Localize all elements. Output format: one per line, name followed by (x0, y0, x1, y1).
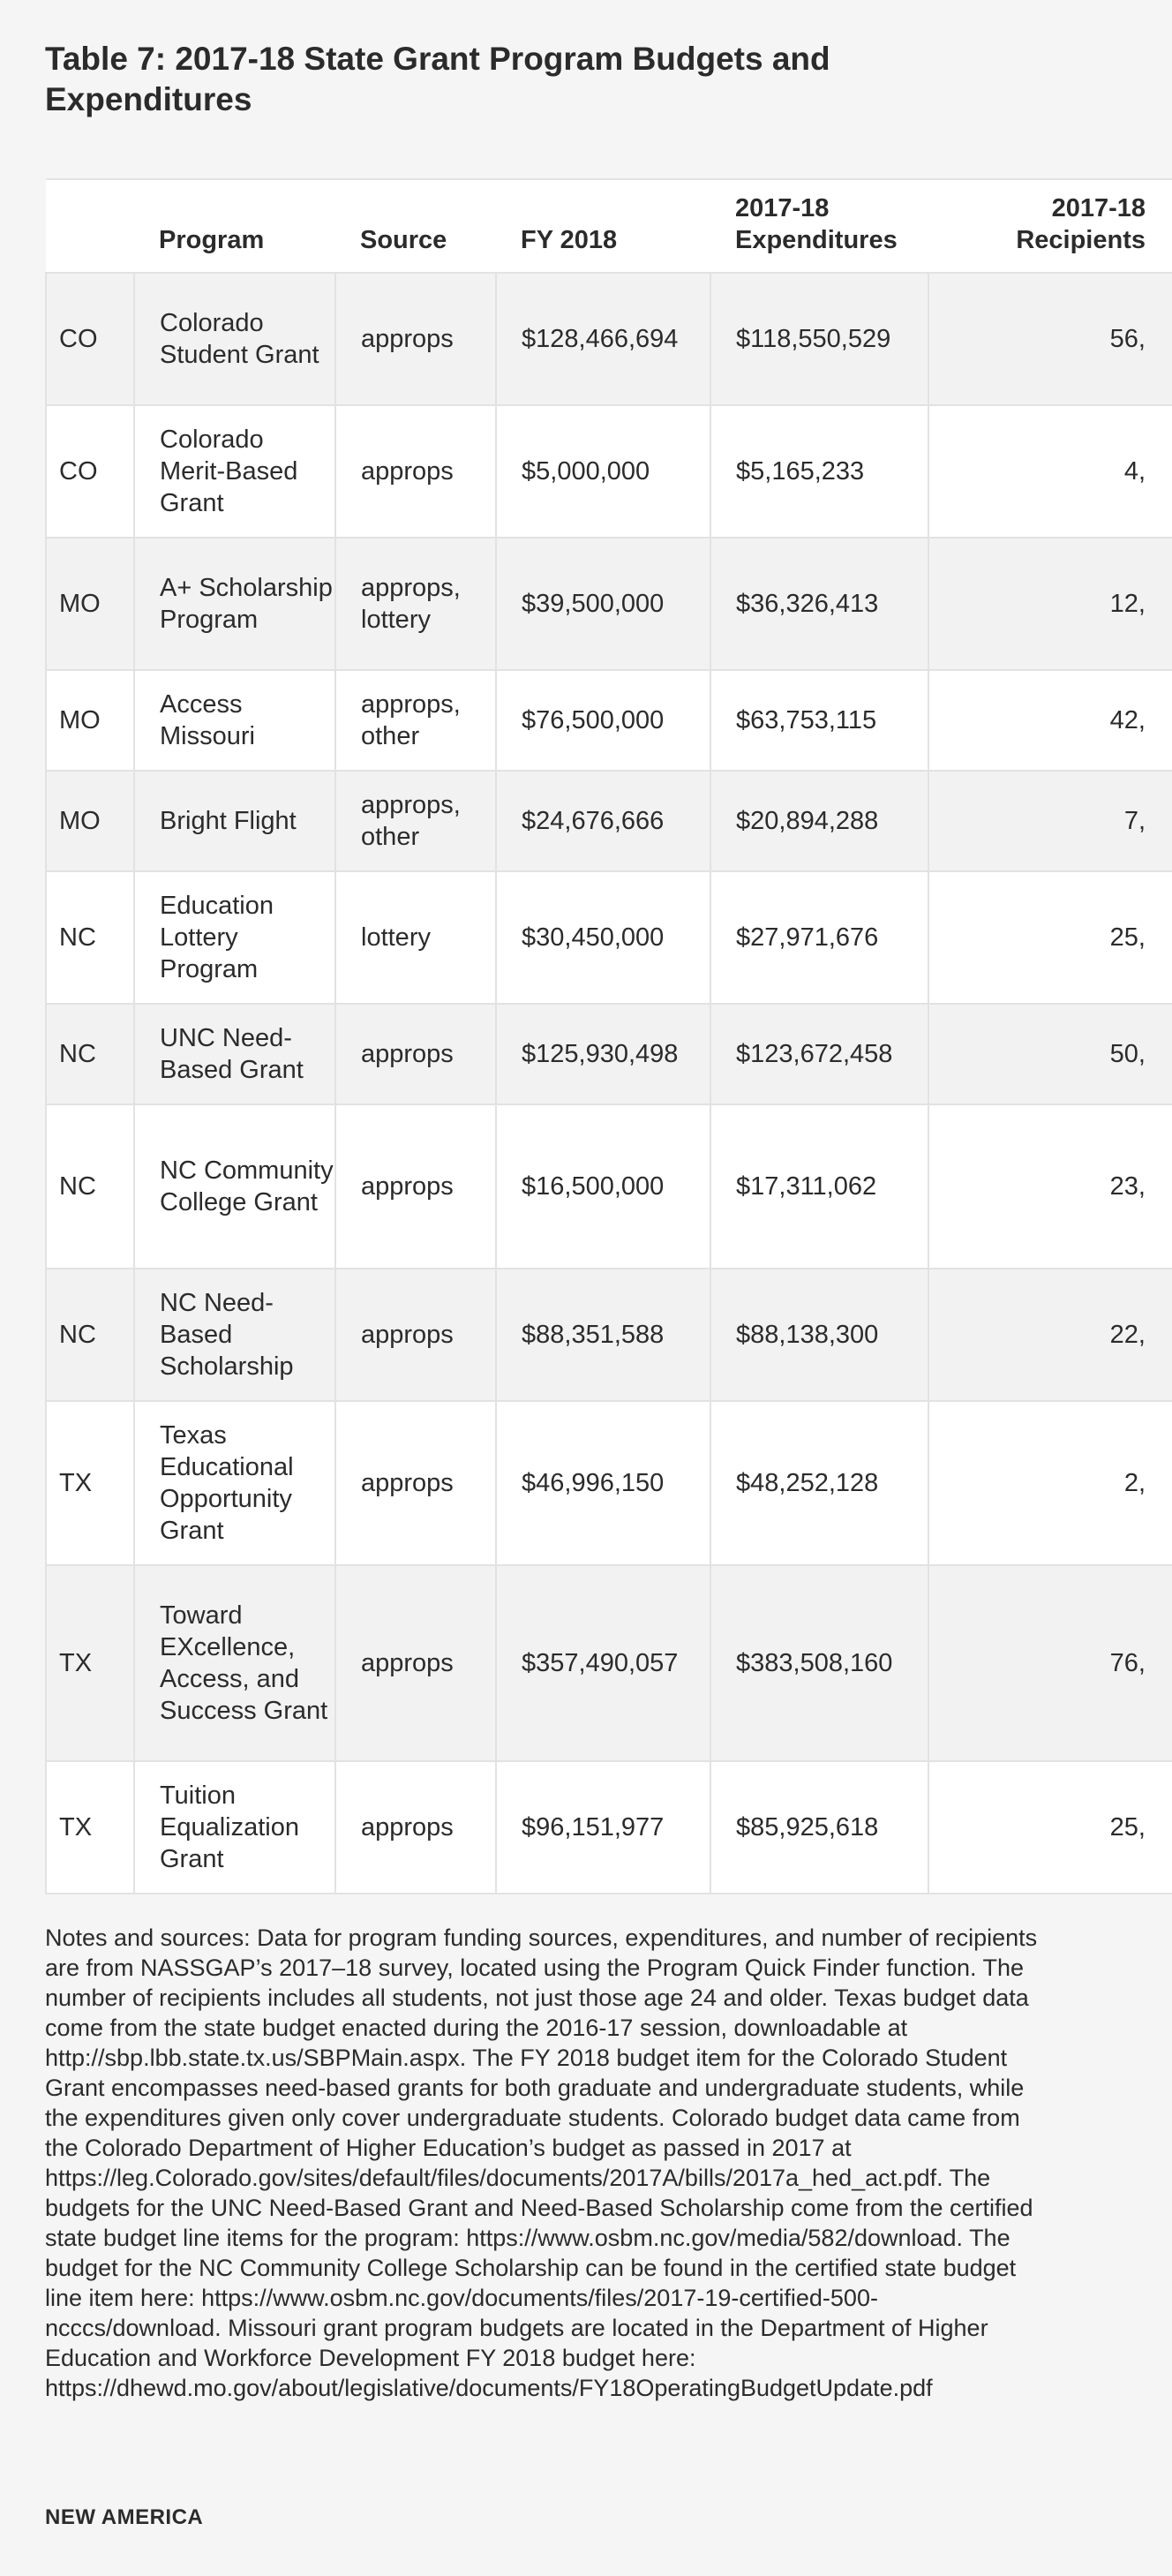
cell-budget: $357,490,057 (496, 1565, 710, 1761)
cell-recipients: 42, (928, 670, 1172, 771)
table-row (46, 405, 1172, 538)
cell-state: TX (46, 1565, 134, 1761)
cell-source: approps (335, 1104, 496, 1269)
cell-expenditures: $20,894,288 (710, 771, 928, 871)
header-program: Program (134, 179, 335, 273)
cell-state: NC (46, 1269, 134, 1401)
grant-budget-table (45, 178, 1172, 1894)
table-header-row (46, 179, 1172, 273)
cell-expenditures: $48,252,128 (710, 1401, 928, 1565)
table-row (46, 273, 1172, 405)
cell-expenditures: $63,753,115 (710, 670, 928, 771)
cell-source: approps (335, 273, 496, 405)
cell-recipients: 25, (928, 1761, 1172, 1894)
cell-expenditures: $118,550,529 (710, 273, 928, 405)
cell-program: A+ Scholarship Program (134, 538, 335, 670)
cell-source: approps (335, 1401, 496, 1565)
cell-recipients: 56, (928, 273, 1172, 405)
table-row (46, 538, 1172, 670)
cell-source: approps (335, 405, 496, 538)
cell-source: approps (335, 1269, 496, 1401)
cell-budget: $16,500,000 (496, 1104, 710, 1269)
cell-recipients: 12, (928, 538, 1172, 670)
cell-expenditures: $36,326,413 (710, 538, 928, 670)
cell-recipients: 2, (928, 1401, 1172, 1565)
cell-recipients: 23, (928, 1104, 1172, 1269)
cell-state: TX (46, 1761, 134, 1894)
page (45, 0, 1146, 2576)
cell-source: approps (335, 1004, 496, 1104)
cell-budget: $96,151,977 (496, 1761, 710, 1894)
cell-source: approps (335, 1761, 496, 1894)
cell-program: Bright Flight (134, 771, 335, 871)
cell-recipients: 22, (928, 1269, 1172, 1401)
cell-program: Texas Educational Opportunity Grant (134, 1401, 335, 1565)
header-state (46, 179, 134, 273)
cell-program: UNC Need-Based Grant (134, 1004, 335, 1104)
header-recipients: 2017-18 Recipients (928, 179, 1172, 273)
cell-source: lottery (335, 871, 496, 1004)
cell-source: approps, lottery (335, 538, 496, 670)
notes-and-sources: Notes and sources: Data for program funding sources, expenditures, and number of recipients are from NASSGAP’s 2017–18 survey, located using the Program Quick Finder function. The number of recipients includes all students, not just those age 24 and older. Texas budget data come from the state budget enacted during the 2016-17 session, downloadable at http://sbp.lbb.state.tx.us/SBPMain.aspx. The FY 2018 budget item for the Colorado Student Grant encompasses need-based grants for both graduate and undergraduate students, while the expenditures given only cover undergraduate students. Colorado budget data came from the Colorado Department of Higher Education’s budget as passed in 2017 at https://leg.Colorado.gov/sites/default/files/documents/2017A/bills/2017a_hed_act.pdf. The budgets for the UNC Need-Based Grant and Need-Based Scholarship come from the certified state budget line items for the program: https://www.osbm.nc.gov/media/582/download. The budget for the NC Community College Scholarship can be found in the certified state budget line item here: https://www.osbm.nc.gov/documents/files/2017-19-certified-500-ncccs/download. Missouri grant program budgets are located in the Department of Higher Education and Workforce Development FY 2018 budget here: https://dhewd.mo.gov/about/legislative/documents/FY18OperatingBudgetUpdate.pdf (45, 1924, 1038, 2401)
table-row (46, 1565, 1172, 1761)
cell-state: CO (46, 273, 134, 405)
cell-recipients: 25, (928, 871, 1172, 1004)
cell-budget: $5,000,000 (496, 405, 710, 538)
cell-expenditures: $88,138,300 (710, 1269, 928, 1401)
page-title: Table 7: 2017-18 State Grant Program Budgets and Expenditures (45, 41, 830, 117)
table-scroll-container[interactable] (45, 178, 1146, 1893)
cell-recipients: 76, (928, 1565, 1172, 1761)
header-source: Source (335, 179, 496, 273)
header-budget: FY 2018 (496, 179, 710, 273)
cell-expenditures: $383,508,160 (710, 1565, 928, 1761)
cell-state: CO (46, 405, 134, 538)
cell-program: Toward EXcellence, Access, and Success Grant (134, 1565, 335, 1761)
cell-program: Colorado Merit-Based Grant (134, 405, 335, 538)
table-body (46, 273, 1172, 1894)
table-row (46, 1104, 1172, 1269)
cell-budget: $24,676,666 (496, 771, 710, 871)
cell-state: NC (46, 871, 134, 1004)
cell-program: NC Need-Based Scholarship (134, 1269, 335, 1401)
cell-expenditures: $27,971,676 (710, 871, 928, 1004)
cell-budget: $125,930,498 (496, 1004, 710, 1104)
cell-budget: $30,450,000 (496, 871, 710, 1004)
table-row (46, 1004, 1172, 1104)
cell-recipients: 7, (928, 771, 1172, 871)
footer-brand: NEW AMERICA (45, 2505, 204, 2529)
cell-state: NC (46, 1104, 134, 1269)
cell-budget: $128,466,694 (496, 273, 710, 405)
table-row (46, 1269, 1172, 1401)
cell-program: NC Community College Grant (134, 1104, 335, 1269)
cell-recipients: 4, (928, 405, 1172, 538)
cell-program: Access Missouri (134, 670, 335, 771)
cell-recipients: 50, (928, 1004, 1172, 1104)
cell-source: approps, other (335, 670, 496, 771)
table-row (46, 1761, 1172, 1894)
cell-program: Tuition Equalization Grant (134, 1761, 335, 1894)
table-row (46, 670, 1172, 771)
cell-budget: $76,500,000 (496, 670, 710, 771)
cell-source: approps, other (335, 771, 496, 871)
cell-state: TX (46, 1401, 134, 1565)
cell-state: MO (46, 538, 134, 670)
cell-expenditures: $85,925,618 (710, 1761, 928, 1894)
cell-source: approps (335, 1565, 496, 1761)
cell-budget: $46,996,150 (496, 1401, 710, 1565)
cell-program: Colorado Student Grant (134, 273, 335, 405)
cell-state: MO (46, 670, 134, 771)
cell-expenditures: $123,672,458 (710, 1004, 928, 1104)
cell-expenditures: $17,311,062 (710, 1104, 928, 1269)
cell-budget: $39,500,000 (496, 538, 710, 670)
cell-state: NC (46, 1004, 134, 1104)
cell-state: MO (46, 771, 134, 871)
table-row (46, 871, 1172, 1004)
cell-program: Education Lottery Program (134, 871, 335, 1004)
cell-budget: $88,351,588 (496, 1269, 710, 1401)
table-row (46, 771, 1172, 871)
header-expenditures: 2017-18 Expenditures (710, 179, 928, 273)
cell-expenditures: $5,165,233 (710, 405, 928, 538)
table-row (46, 1401, 1172, 1565)
